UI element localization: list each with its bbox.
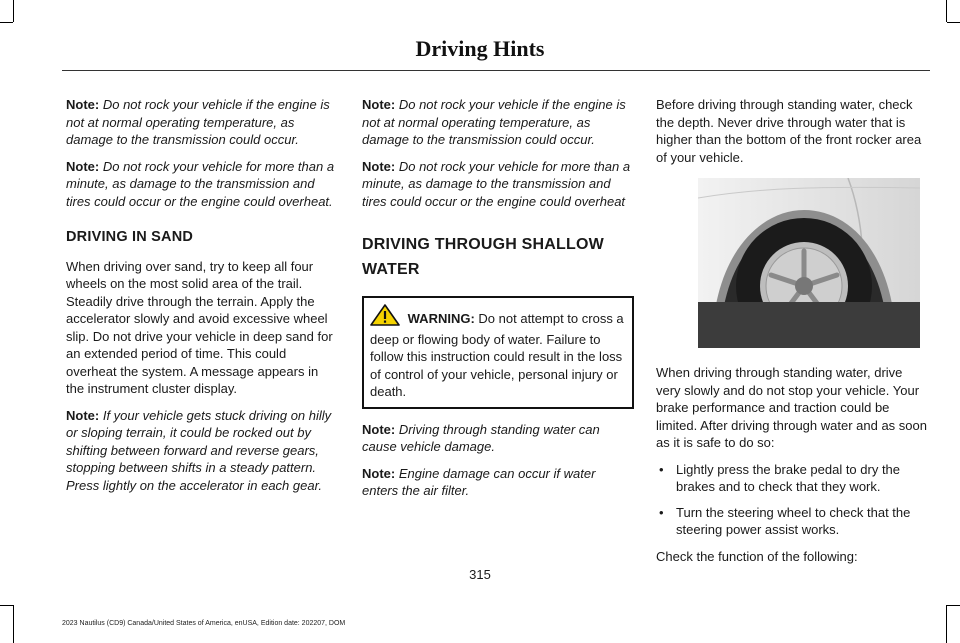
note-text: Do not rock your vehicle for more than a minute, as damage to the transmission and tires could occur or the engine could overheat <box>362 158 631 209</box>
bullet-list <box>656 461 928 539</box>
note-text: If your vehicle gets stuck driving on hilly or sloping terrain, it could be rocked out by shifting between forward and reverse gears, stopping between shifts in a steady pattern. Press lightly on the accelerator in each gear. <box>66 407 332 493</box>
note <box>362 465 634 500</box>
crop-mark <box>947 22 960 23</box>
edition-footer: 2023 Nautilus (CD9) Canada/United States of America, enUSA, Edition date: 202207, DOM <box>62 620 346 627</box>
crop-mark <box>946 0 947 22</box>
list-item-text: Lightly press the brake pedal to dry the brakes and to check that they work. <box>676 461 901 494</box>
body-paragraph: When driving through standing water, drive very slowly and do not stop your vehicle. Your brake performance and traction could be limited. After driving through water and as soon as it is safe to do so: <box>656 365 927 450</box>
section-heading-line: DRIVING THROUGH SHALLOW <box>362 236 604 253</box>
list-item <box>656 461 928 496</box>
bullet-glyph: • <box>659 504 664 520</box>
page-number: 315 <box>469 567 491 582</box>
note-label: Note: <box>362 97 396 112</box>
note <box>362 158 634 211</box>
note <box>66 96 338 149</box>
wheel-in-water-illustration <box>698 178 920 348</box>
warning-box <box>362 296 634 409</box>
list-item <box>656 504 928 539</box>
note <box>66 158 338 211</box>
body-paragraph: When driving over sand, try to keep all four wheels on the most solid area of the trail. Steadily drive through the terrain. Apply the accelerator slowly and avoid excessive wheel slip. Do not drive your vehicle in deep sand for an extended period of time. This could overheat the system. A message appears in the instrument cluster display. <box>66 258 333 396</box>
crop-mark <box>947 605 960 606</box>
note-text: Do not rock your vehicle for more than a minute, as damage to the transmission and tires could occur or the engine could overheat. <box>66 158 335 209</box>
note <box>362 96 634 149</box>
section-heading-sand: DRIVING IN SAND <box>66 229 194 245</box>
crop-mark <box>0 22 13 23</box>
header-rule <box>62 70 930 71</box>
list-item-text: Turn the steering wheel to check that the steering power assist works. <box>676 504 911 537</box>
warning-label: WARNING: <box>407 311 475 326</box>
body-paragraph: Before driving through standing water, check the depth. Never drive through water that is higher than the bottom of the front rocker area of your vehicle. <box>656 97 922 165</box>
page-title: Driving Hints <box>415 36 545 61</box>
section-heading-line: WATER <box>362 261 420 278</box>
warning-triangle-icon <box>370 304 400 331</box>
left-column <box>66 96 338 503</box>
warning-text: Do not attempt to cross a deep or flowing body of water. Failure to follow this instruction could result in the loss of control of your vehicle, personal injury or death. <box>370 311 624 399</box>
bullet-glyph: • <box>659 461 664 477</box>
note-label: Note: <box>66 97 100 112</box>
note-text: Do not rock your vehicle if the engine is not at normal operating temperature, as damage to the transmission could occur. <box>362 97 626 147</box>
body-paragraph: Check the function of the following: <box>656 548 858 564</box>
note-label: Note: <box>362 421 396 437</box>
note-text: Engine damage can occur if water enters the air filter. <box>362 465 596 498</box>
note <box>66 407 338 495</box>
note-text: Do not rock your vehicle if the engine is not at normal operating temperature, as damage to the transmission could occur. <box>66 97 330 147</box>
crop-mark <box>946 605 947 643</box>
note <box>362 421 634 456</box>
crop-mark <box>0 605 13 606</box>
crop-mark <box>13 605 14 643</box>
section-heading-water <box>362 232 634 282</box>
note-label: Note: <box>362 465 396 481</box>
middle-column <box>362 96 634 509</box>
right-column <box>656 96 928 574</box>
note-text: Driving through standing water can cause vehicle damage. <box>362 421 600 454</box>
crop-mark <box>13 0 14 22</box>
note-label: Note: <box>66 158 100 174</box>
note-label: Note: <box>362 158 396 174</box>
note-label: Note: <box>66 407 100 423</box>
